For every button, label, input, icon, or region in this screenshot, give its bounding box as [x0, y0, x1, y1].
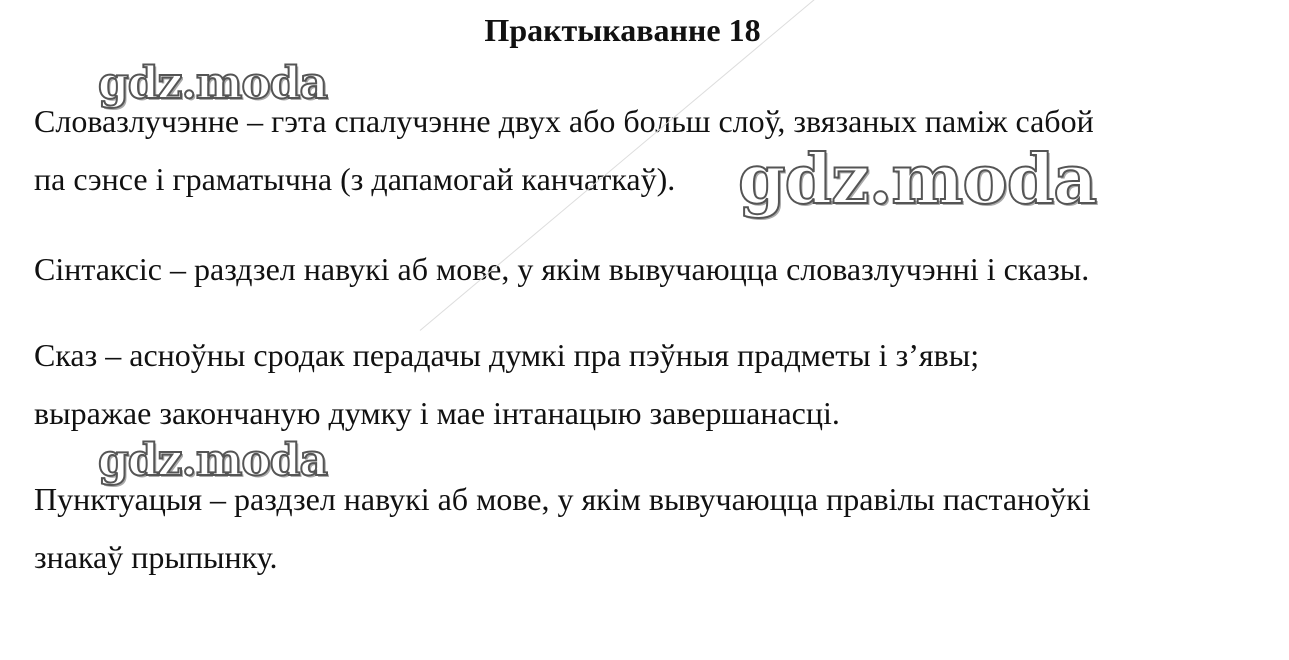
watermark-logo: gdz.moda — [738, 140, 1097, 220]
paragraph-punctuation-definition — [34, 470, 1091, 586]
paragraph-line: выражае закончаную думку і мае інтанацыю завершанасці. — [34, 395, 840, 431]
paragraph-line: Сінтаксіс – раздзел навукі аб мове, у якім вывучаюцца словазлучэнні і сказы. — [34, 251, 1090, 287]
page-title: Практыкаванне 18 — [484, 12, 761, 48]
paragraph-sentence-definition — [34, 326, 979, 442]
watermark-logo: gdz.moda — [98, 435, 328, 486]
paragraph-line: Пунктуацыя – раздзел навукі аб мове, у якім вывучаюцца правілы пастаноўкі — [34, 481, 1091, 517]
paragraph-line: Словазлучэнне – гэта спалучэнне двух або больш слоў, звязаных паміж сабой — [34, 103, 1094, 139]
paragraph-line: знакаў прыпынку. — [34, 539, 278, 575]
paragraph-syntax-definition — [34, 240, 1089, 298]
watermark-logo: gdz.moda — [98, 58, 328, 109]
paragraph-line: па сэнсе і граматычна (з дапамогай канчаткаў). — [34, 161, 676, 197]
paragraph-line: Сказ – асноўны сродак перадачы думкі пра пэўныя прадметы і з’явы; — [34, 337, 980, 373]
